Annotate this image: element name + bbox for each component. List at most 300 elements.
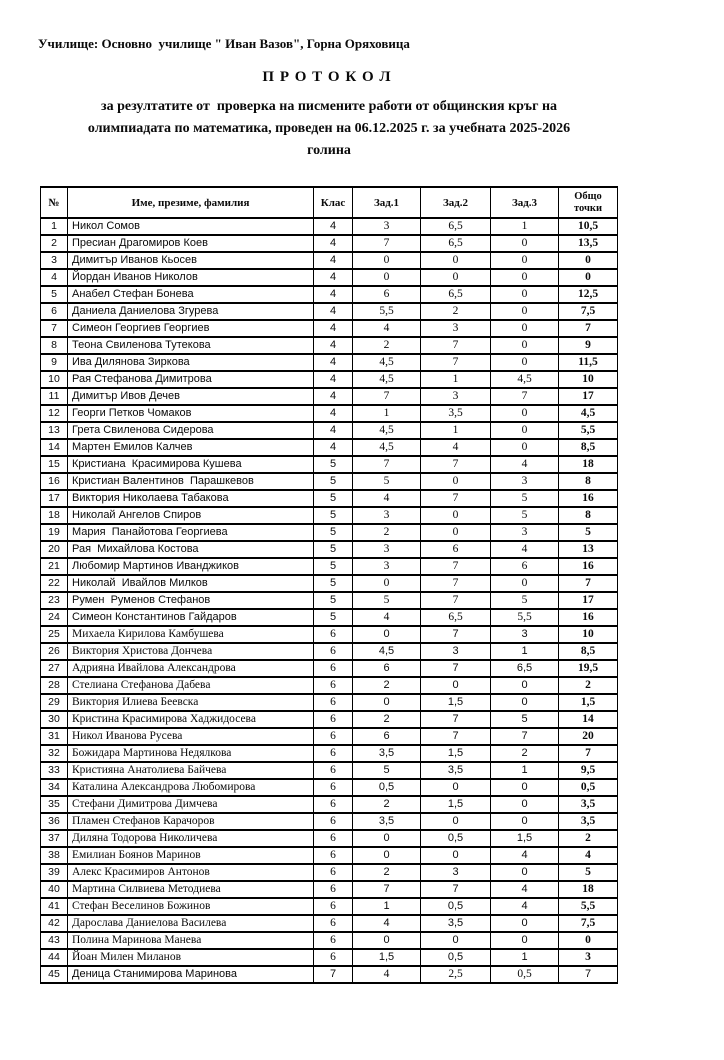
school-line: Училище: Основно училище " Иван Вазов", Горна Оряховица [38, 36, 410, 51]
total-score-cell: 17 [559, 388, 618, 405]
student-name-cell: Дарослава Даниелова Василева [68, 915, 314, 932]
task3-score-cell: 0 [491, 779, 559, 796]
grade-cell: 5 [314, 541, 353, 558]
task1-score-cell: 4 [353, 966, 421, 983]
grade-cell: 6 [314, 779, 353, 796]
grade-cell: 6 [314, 762, 353, 779]
task2-score-cell: 4 [421, 439, 491, 456]
task3-score-cell: 0 [491, 694, 559, 711]
row-number-cell: 6 [41, 303, 68, 320]
total-score-cell: 18 [559, 881, 618, 898]
task1-score-cell: 2 [353, 524, 421, 541]
task3-score-cell: 7 [491, 388, 559, 405]
task3-score-cell: 4 [491, 541, 559, 558]
task2-score-cell: 1,5 [421, 796, 491, 813]
total-score-cell: 5,5 [559, 898, 618, 915]
table-row [41, 456, 618, 473]
table-row [41, 354, 618, 371]
task3-score-cell: 0,5 [491, 966, 559, 983]
total-score-cell: 0 [559, 269, 618, 286]
total-score-cell: 0,5 [559, 779, 618, 796]
grade-cell: 6 [314, 745, 353, 762]
table-row [41, 575, 618, 592]
subtitle [34, 96, 624, 162]
total-score-cell: 2 [559, 677, 618, 694]
table-row [41, 609, 618, 626]
total-score-cell: 7 [559, 575, 618, 592]
total-score-cell: 4,5 [559, 405, 618, 422]
table-row [41, 218, 618, 235]
task2-score-cell: 0 [421, 524, 491, 541]
total-score-cell: 5 [559, 864, 618, 881]
row-number-cell: 7 [41, 320, 68, 337]
student-name-cell: Никол Сомов [68, 218, 314, 235]
task1-score-cell: 1,5 [353, 949, 421, 966]
task3-score-cell: 0 [491, 354, 559, 371]
row-number-cell: 24 [41, 609, 68, 626]
task3-score-cell: 4 [491, 881, 559, 898]
task2-score-cell: 3 [421, 643, 491, 660]
task2-score-cell: 2,5 [421, 966, 491, 983]
row-number-cell: 31 [41, 728, 68, 745]
task3-score-cell: 5 [491, 490, 559, 507]
student-name-cell: Кристиана Красимирова Кушева [68, 456, 314, 473]
student-name-cell: Виктория Христова Дончева [68, 643, 314, 660]
task3-score-cell: 0 [491, 286, 559, 303]
task2-score-cell: 1,5 [421, 694, 491, 711]
total-score-cell: 16 [559, 558, 618, 575]
table-row [41, 847, 618, 864]
total-score-cell: 7 [559, 320, 618, 337]
grade-cell: 4 [314, 303, 353, 320]
table-row [41, 864, 618, 881]
task1-score-cell: 2 [353, 796, 421, 813]
task3-score-cell: 3 [491, 473, 559, 490]
task3-score-cell: 0 [491, 337, 559, 354]
task3-score-cell: 7 [491, 728, 559, 745]
student-name-cell: Рая Михайлова Костова [68, 541, 314, 558]
task2-score-cell: 7 [421, 728, 491, 745]
table-row [41, 881, 618, 898]
task3-score-cell: 3 [491, 524, 559, 541]
task1-score-cell: 0 [353, 252, 421, 269]
total-score-cell: 5,5 [559, 422, 618, 439]
row-number-cell: 25 [41, 626, 68, 643]
table-row [41, 660, 618, 677]
total-score-cell: 16 [559, 609, 618, 626]
task1-score-cell: 3 [353, 218, 421, 235]
student-name-cell: Рая Стефанова Димитрова [68, 371, 314, 388]
total-score-cell: 7 [559, 745, 618, 762]
row-number-cell: 9 [41, 354, 68, 371]
row-number-cell: 45 [41, 966, 68, 983]
total-score-cell: 4 [559, 847, 618, 864]
task2-score-cell: 0 [421, 779, 491, 796]
table-row [41, 286, 618, 303]
task3-score-cell: 0 [491, 439, 559, 456]
task3-score-cell: 0 [491, 575, 559, 592]
task3-score-cell: 0 [491, 269, 559, 286]
task1-score-cell: 3 [353, 558, 421, 575]
task1-score-cell: 0 [353, 847, 421, 864]
task2-score-cell: 3 [421, 864, 491, 881]
table-row [41, 473, 618, 490]
grade-cell: 6 [314, 694, 353, 711]
task3-score-cell: 0 [491, 422, 559, 439]
task2-score-cell: 7 [421, 558, 491, 575]
table-row [41, 524, 618, 541]
total-score-cell: 3 [559, 949, 618, 966]
row-number-cell: 26 [41, 643, 68, 660]
page-title: П Р О Т О К О Л [262, 69, 392, 85]
grade-cell: 5 [314, 558, 353, 575]
row-number-cell: 4 [41, 269, 68, 286]
task1-score-cell: 0 [353, 830, 421, 847]
total-score-cell: 10 [559, 626, 618, 643]
task2-score-cell: 7 [421, 881, 491, 898]
task1-score-cell: 5 [353, 592, 421, 609]
task1-score-cell: 4,5 [353, 643, 421, 660]
subtitle-line-3: голина [307, 143, 351, 158]
student-name-cell: Румен Руменов Стефанов [68, 592, 314, 609]
grade-cell: 6 [314, 881, 353, 898]
task3-score-cell: 1,5 [491, 830, 559, 847]
task1-score-cell: 7 [353, 235, 421, 252]
task3-score-cell: 0 [491, 252, 559, 269]
student-name-cell: Кристиан Валентинов Парашкевов [68, 473, 314, 490]
total-score-cell: 9,5 [559, 762, 618, 779]
table-row [41, 779, 618, 796]
row-number-cell: 30 [41, 711, 68, 728]
table-row [41, 235, 618, 252]
row-number-cell: 41 [41, 898, 68, 915]
table-row [41, 711, 618, 728]
task2-score-cell: 7 [421, 592, 491, 609]
task1-score-cell: 1 [353, 405, 421, 422]
grade-cell: 4 [314, 422, 353, 439]
task1-score-cell: 6 [353, 728, 421, 745]
grade-cell: 4 [314, 337, 353, 354]
table-row [41, 405, 618, 422]
task3-score-cell: 1 [491, 762, 559, 779]
row-number-cell: 16 [41, 473, 68, 490]
task2-score-cell: 6,5 [421, 609, 491, 626]
total-score-cell: 8,5 [559, 643, 618, 660]
grade-cell: 4 [314, 252, 353, 269]
grade-cell: 6 [314, 949, 353, 966]
task2-score-cell: 1,5 [421, 745, 491, 762]
row-number-cell: 32 [41, 745, 68, 762]
row-number-cell: 40 [41, 881, 68, 898]
task2-score-cell: 0 [421, 847, 491, 864]
row-number-cell: 17 [41, 490, 68, 507]
table-row [41, 813, 618, 830]
task2-score-cell: 0 [421, 473, 491, 490]
table-row [41, 677, 618, 694]
grade-cell: 7 [314, 966, 353, 983]
student-name-cell: Даниела Даниелова Згурева [68, 303, 314, 320]
table-row [41, 371, 618, 388]
col-header-number: № [41, 187, 68, 218]
col-header-total [559, 187, 618, 218]
table-row [41, 252, 618, 269]
table-row [41, 745, 618, 762]
table-row [41, 439, 618, 456]
total-score-cell: 18 [559, 456, 618, 473]
task1-score-cell: 5 [353, 473, 421, 490]
task1-score-cell: 3,5 [353, 745, 421, 762]
task1-score-cell: 0 [353, 269, 421, 286]
table-row [41, 949, 618, 966]
row-number-cell: 2 [41, 235, 68, 252]
student-name-cell: Николай Ивайлов Милков [68, 575, 314, 592]
table-row [41, 932, 618, 949]
grade-cell: 6 [314, 932, 353, 949]
grade-cell: 5 [314, 507, 353, 524]
grade-cell: 6 [314, 796, 353, 813]
grade-cell: 4 [314, 371, 353, 388]
task1-score-cell: 4,5 [353, 371, 421, 388]
total-score-cell: 0 [559, 252, 618, 269]
row-number-cell: 3 [41, 252, 68, 269]
grade-cell: 6 [314, 813, 353, 830]
row-number-cell: 38 [41, 847, 68, 864]
student-name-cell: Николай Ангелов Спиров [68, 507, 314, 524]
task2-score-cell: 3 [421, 388, 491, 405]
task2-score-cell: 0 [421, 677, 491, 694]
task2-score-cell: 7 [421, 456, 491, 473]
subtitle-line-1: за резултатите от проверка на писмените работи от общинския кръг на [100, 99, 558, 114]
task3-score-cell: 0 [491, 320, 559, 337]
total-score-cell: 13 [559, 541, 618, 558]
student-name-cell: Георги Петков Чомаков [68, 405, 314, 422]
task3-score-cell: 4 [491, 847, 559, 864]
total-score-cell: 3,5 [559, 796, 618, 813]
row-number-cell: 18 [41, 507, 68, 524]
task3-score-cell: 0 [491, 303, 559, 320]
student-name-cell: Божидара Мартинова Недялкова [68, 745, 314, 762]
col-header-total-line1: Общо [574, 190, 602, 202]
total-score-cell: 7 [559, 966, 618, 983]
task1-score-cell: 7 [353, 388, 421, 405]
task1-score-cell: 4 [353, 320, 421, 337]
table-row [41, 337, 618, 354]
task2-score-cell: 7 [421, 575, 491, 592]
task1-score-cell: 2 [353, 864, 421, 881]
total-score-cell: 8,5 [559, 439, 618, 456]
total-score-cell: 10 [559, 371, 618, 388]
grade-cell: 4 [314, 354, 353, 371]
row-number-cell: 11 [41, 388, 68, 405]
task2-score-cell: 0,5 [421, 898, 491, 915]
task2-score-cell: 0 [421, 252, 491, 269]
row-number-cell: 44 [41, 949, 68, 966]
grade-cell: 5 [314, 490, 353, 507]
total-score-cell: 17 [559, 592, 618, 609]
table-row [41, 915, 618, 932]
grade-cell: 5 [314, 592, 353, 609]
table-row [41, 303, 618, 320]
grade-cell: 4 [314, 320, 353, 337]
student-name-cell: Симеон Георгиев Георгиев [68, 320, 314, 337]
student-name-cell: Мартина Силвиева Методиева [68, 881, 314, 898]
row-number-cell: 29 [41, 694, 68, 711]
grade-cell: 5 [314, 473, 353, 490]
student-name-cell: Виктория Николаева Табакова [68, 490, 314, 507]
student-name-cell: Симеон Константинов Гайдаров [68, 609, 314, 626]
total-score-cell: 2 [559, 830, 618, 847]
col-header-grade: Клас [314, 187, 353, 218]
grade-cell: 5 [314, 609, 353, 626]
table-row [41, 388, 618, 405]
student-name-cell: Йоан Милен Миланов [68, 949, 314, 966]
grade-cell: 6 [314, 864, 353, 881]
task3-score-cell: 0 [491, 235, 559, 252]
grade-cell: 6 [314, 915, 353, 932]
task1-score-cell: 7 [353, 456, 421, 473]
total-score-cell: 1,5 [559, 694, 618, 711]
student-name-cell: Мария Панайотова Георгиева [68, 524, 314, 541]
table-row [41, 626, 618, 643]
student-name-cell: Деница Станимирова Маринова [68, 966, 314, 983]
total-score-cell: 5 [559, 524, 618, 541]
grade-cell: 6 [314, 711, 353, 728]
task2-score-cell: 0 [421, 932, 491, 949]
task3-score-cell: 4,5 [491, 371, 559, 388]
table-row [41, 762, 618, 779]
task1-score-cell: 0,5 [353, 779, 421, 796]
task1-score-cell: 4 [353, 915, 421, 932]
subtitle-line-2: олимпиадата по математика, проведен на 06.12.2025 г. за учебната 2025-2026 [87, 121, 571, 136]
student-name-cell: Адрияна Ивайлова Александрова [68, 660, 314, 677]
task1-score-cell: 4 [353, 490, 421, 507]
grade-cell: 4 [314, 439, 353, 456]
task1-score-cell: 6 [353, 660, 421, 677]
row-number-cell: 19 [41, 524, 68, 541]
task2-score-cell: 7 [421, 490, 491, 507]
task2-score-cell: 7 [421, 660, 491, 677]
task1-score-cell: 2 [353, 337, 421, 354]
table-row [41, 830, 618, 847]
total-score-cell: 16 [559, 490, 618, 507]
row-number-cell: 8 [41, 337, 68, 354]
task3-score-cell: 4 [491, 898, 559, 915]
task2-score-cell: 7 [421, 626, 491, 643]
student-name-cell: Алекс Красимиров Антонов [68, 864, 314, 881]
student-name-cell: Димитър Иванов Кьосев [68, 252, 314, 269]
table-row [41, 796, 618, 813]
row-number-cell: 15 [41, 456, 68, 473]
student-name-cell: Теона Свиленова Тутекова [68, 337, 314, 354]
task2-score-cell: 6,5 [421, 286, 491, 303]
task2-score-cell: 0 [421, 507, 491, 524]
task1-score-cell: 0 [353, 575, 421, 592]
total-score-cell: 7,5 [559, 303, 618, 320]
results-table [40, 186, 618, 984]
table-row [41, 966, 618, 983]
task3-score-cell: 0 [491, 813, 559, 830]
col-header-task3: Зад.3 [491, 187, 559, 218]
student-name-cell: Анабел Стефан Бонева [68, 286, 314, 303]
row-number-cell: 42 [41, 915, 68, 932]
row-number-cell: 12 [41, 405, 68, 422]
row-number-cell: 36 [41, 813, 68, 830]
student-name-cell: Виктория Илиева Беевска [68, 694, 314, 711]
task1-score-cell: 4,5 [353, 422, 421, 439]
grade-cell: 4 [314, 235, 353, 252]
task3-score-cell: 5,5 [491, 609, 559, 626]
col-header-name: Име, презиме, фамилия [68, 187, 314, 218]
table-row [41, 898, 618, 915]
task3-score-cell: 6,5 [491, 660, 559, 677]
student-name-cell: Димитър Ивов Дечев [68, 388, 314, 405]
task2-score-cell: 6,5 [421, 218, 491, 235]
task2-score-cell: 3,5 [421, 405, 491, 422]
task2-score-cell: 7 [421, 711, 491, 728]
task2-score-cell: 0 [421, 813, 491, 830]
row-number-cell: 27 [41, 660, 68, 677]
grade-cell: 4 [314, 269, 353, 286]
task1-score-cell: 1 [353, 898, 421, 915]
grade-cell: 6 [314, 728, 353, 745]
row-number-cell: 22 [41, 575, 68, 592]
task3-score-cell: 5 [491, 507, 559, 524]
grade-cell: 5 [314, 575, 353, 592]
student-name-cell: Никол Иванова Русева [68, 728, 314, 745]
task2-score-cell: 6 [421, 541, 491, 558]
grade-cell: 5 [314, 456, 353, 473]
student-name-cell: Мартен Емилов Калчев [68, 439, 314, 456]
student-name-cell: Пламен Стефанов Карачоров [68, 813, 314, 830]
row-number-cell: 20 [41, 541, 68, 558]
student-name-cell: Кристина Красимирова Хаджидосева [68, 711, 314, 728]
student-name-cell: Любомир Мартинов Иванджиков [68, 558, 314, 575]
total-score-cell: 0 [559, 932, 618, 949]
task3-score-cell: 0 [491, 405, 559, 422]
student-name-cell: Полина Маринова Манева [68, 932, 314, 949]
task1-score-cell: 0 [353, 626, 421, 643]
grade-cell: 6 [314, 898, 353, 915]
grade-cell: 4 [314, 405, 353, 422]
row-number-cell: 33 [41, 762, 68, 779]
row-number-cell: 21 [41, 558, 68, 575]
total-score-cell: 3,5 [559, 813, 618, 830]
task1-score-cell: 2 [353, 711, 421, 728]
task1-score-cell: 4,5 [353, 354, 421, 371]
grade-cell: 6 [314, 830, 353, 847]
task3-score-cell: 4 [491, 456, 559, 473]
table-row [41, 592, 618, 609]
task1-score-cell: 3 [353, 507, 421, 524]
table-row [41, 422, 618, 439]
task2-score-cell: 1 [421, 371, 491, 388]
task1-score-cell: 4,5 [353, 439, 421, 456]
total-score-cell: 8 [559, 473, 618, 490]
student-name-cell: Грета Свиленова Сидерова [68, 422, 314, 439]
col-header-task1: Зад.1 [353, 187, 421, 218]
task1-score-cell: 5 [353, 762, 421, 779]
student-name-cell: Ива Дилянова Зиркова [68, 354, 314, 371]
task3-score-cell: 2 [491, 745, 559, 762]
task3-score-cell: 5 [491, 711, 559, 728]
student-name-cell: Стефани Димитрова Димчева [68, 796, 314, 813]
table-header-row [41, 187, 618, 218]
grade-cell: 6 [314, 660, 353, 677]
table-row [41, 269, 618, 286]
table-row [41, 541, 618, 558]
task3-score-cell: 1 [491, 218, 559, 235]
task3-score-cell: 3 [491, 626, 559, 643]
